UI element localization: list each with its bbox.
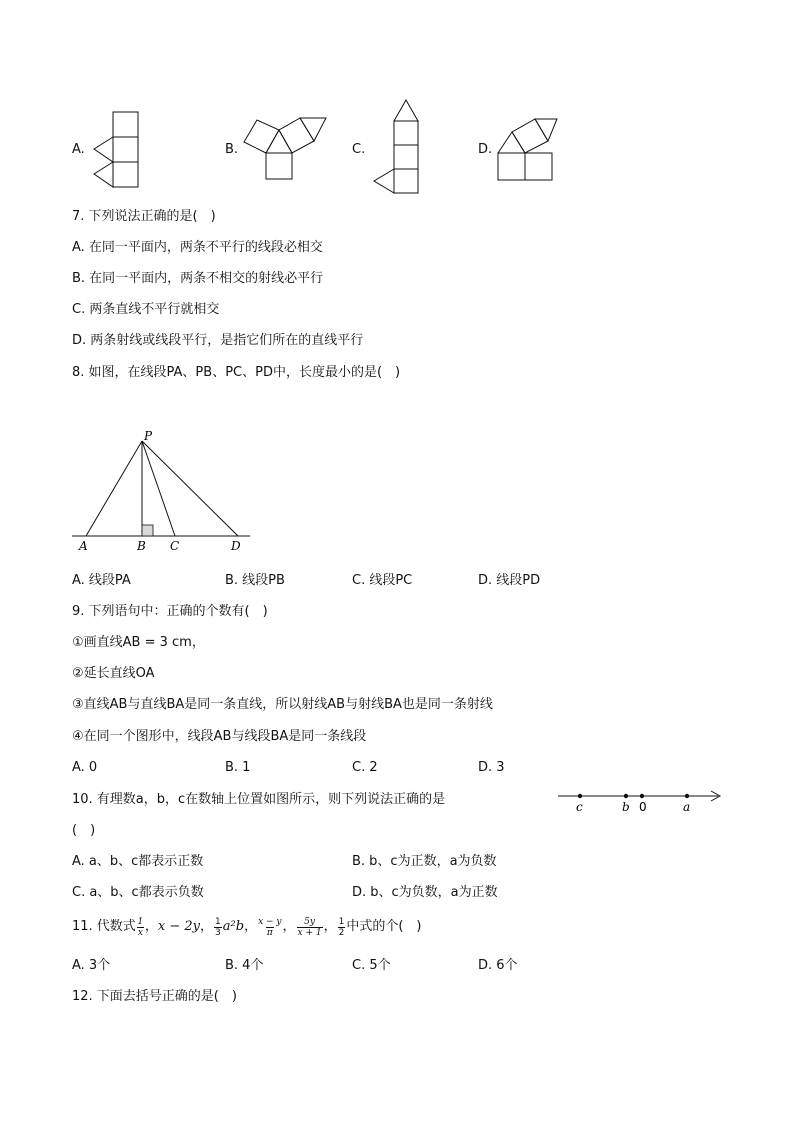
q10-label-zero: 0 xyxy=(639,800,647,814)
q6-net-d-figure xyxy=(495,112,565,184)
q8-option-b: B. 线段PB xyxy=(225,573,285,588)
q9-option-c: C. 2 xyxy=(352,760,378,775)
q10-number-line-figure xyxy=(556,785,726,815)
q8-label-b: B xyxy=(137,539,146,553)
q11-sep-2: ， xyxy=(200,919,214,934)
q8-option-a: A. 线段PA xyxy=(72,573,131,588)
q10-label-a: a xyxy=(683,800,691,814)
q9-option-b: B. 1 xyxy=(225,760,251,775)
q11-option-c: C. 5个 xyxy=(352,958,391,973)
q6-option-b-label: B. xyxy=(225,142,239,157)
q8-label-p: P xyxy=(144,429,153,443)
q8-option-d: D. 线段PD xyxy=(478,573,541,588)
q11-frac-third-num: 1 xyxy=(215,916,221,927)
q8-label-c: C xyxy=(170,539,180,553)
q8-stem: 8. 如图，在线段PA、PB、PC、PD中，长度最小的是( ) xyxy=(72,365,401,380)
q9-item-3: ③直线AB与直线BA是同一条直线，所以射线AB与射线BA也是同一条射线 xyxy=(72,697,493,712)
q7-option-a: A. 在同一平面内，两条不平行的线段必相交 xyxy=(72,240,323,255)
q11-option-a: A. 3个 xyxy=(72,958,111,973)
q7-option-b: B. 在同一平面内，两条不相交的射线必平行 xyxy=(72,271,324,286)
q11-frac-1-num: 1 xyxy=(137,916,144,927)
q11-frac-1 xyxy=(137,917,144,938)
q6-net-c-figure xyxy=(370,96,425,200)
q10-option-b: B. b、c为正数，a为负数 xyxy=(352,854,497,869)
q11-term-a2b: a²b xyxy=(222,919,245,934)
q11-option-d: D. 6个 xyxy=(478,958,518,973)
q8-triangle-figure xyxy=(70,428,255,556)
q11-sep-4: ， xyxy=(282,919,296,934)
q9-item-1: ①画直线AB = 3 cm， xyxy=(72,635,205,650)
q9-item-2: ②延长直线OA xyxy=(72,666,155,681)
q9-option-a: A. 0 xyxy=(72,760,98,775)
q6-net-a-figure xyxy=(90,108,150,190)
q11-frac-2-num: x − y xyxy=(258,916,282,927)
q11-term-x2y: x − 2y xyxy=(157,919,201,934)
q10-label-b: b xyxy=(622,800,630,814)
q7-stem: 7. 下列说法正确的是( ) xyxy=(72,209,216,224)
q6-option-d-label: D. xyxy=(478,142,493,157)
q11-frac-3-den: x + 1 xyxy=(297,927,322,938)
q9-option-d: D. 3 xyxy=(478,760,505,775)
q8-label-a: A xyxy=(79,539,88,553)
q11-frac-1-den: x xyxy=(137,927,143,938)
q11-sep-5: ， xyxy=(323,919,337,934)
q11-sep-1: ， xyxy=(144,919,158,934)
q11-suffix: 中式的个( ) xyxy=(346,919,422,934)
q12-stem: 12. 下面去括号正确的是( ) xyxy=(72,989,237,1004)
q10-option-c: C. a、b、c都表示负数 xyxy=(72,885,204,900)
q10-option-a: A. a、b、c都表示正数 xyxy=(72,854,204,869)
q11-frac-3 xyxy=(297,917,323,938)
q6-option-a-label: A. xyxy=(72,142,85,157)
q11-frac-4-den: 2 xyxy=(338,927,345,938)
q9-item-4: ④在同一个图形中，线段AB与线段BA是同一条线段 xyxy=(72,729,367,744)
q6-option-c-label: C. xyxy=(352,142,366,157)
q11-frac-3-num: 5y xyxy=(304,916,315,927)
q11-frac-third xyxy=(214,917,222,938)
q11-sep-3: ， xyxy=(244,919,258,934)
q11-prefix: 11. 代数式 xyxy=(72,919,136,934)
q11-frac-4-num: 1 xyxy=(338,916,345,927)
q10-stem: 10. 有理数a，b，c在数轴上位置如图所示，则下列说法正确的是 xyxy=(72,792,446,807)
q8-label-d: D xyxy=(231,539,241,553)
q7-option-c: C. 两条直线不平行就相交 xyxy=(72,302,220,317)
q6-net-b-figure xyxy=(240,108,335,183)
q11-option-b: B. 4个 xyxy=(225,958,264,973)
q10-stem-cont: ( ) xyxy=(72,823,96,838)
q11-frac-4 xyxy=(338,917,346,938)
q11-frac-2 xyxy=(258,917,281,938)
q8-option-c: C. 线段PC xyxy=(352,573,413,588)
q11-stem xyxy=(72,912,422,942)
q10-option-d: D. b、c为负数，a为正数 xyxy=(352,885,498,900)
q10-label-c: c xyxy=(576,800,583,814)
q11-frac-third-den: 3 xyxy=(215,927,221,938)
q7-option-d: D. 两条射线或线段平行，是指它们所在的直线平行 xyxy=(72,333,364,348)
q9-stem: 9. 下列语句中：正确的个数有( ) xyxy=(72,604,268,619)
q11-frac-2-den: π xyxy=(266,927,273,938)
